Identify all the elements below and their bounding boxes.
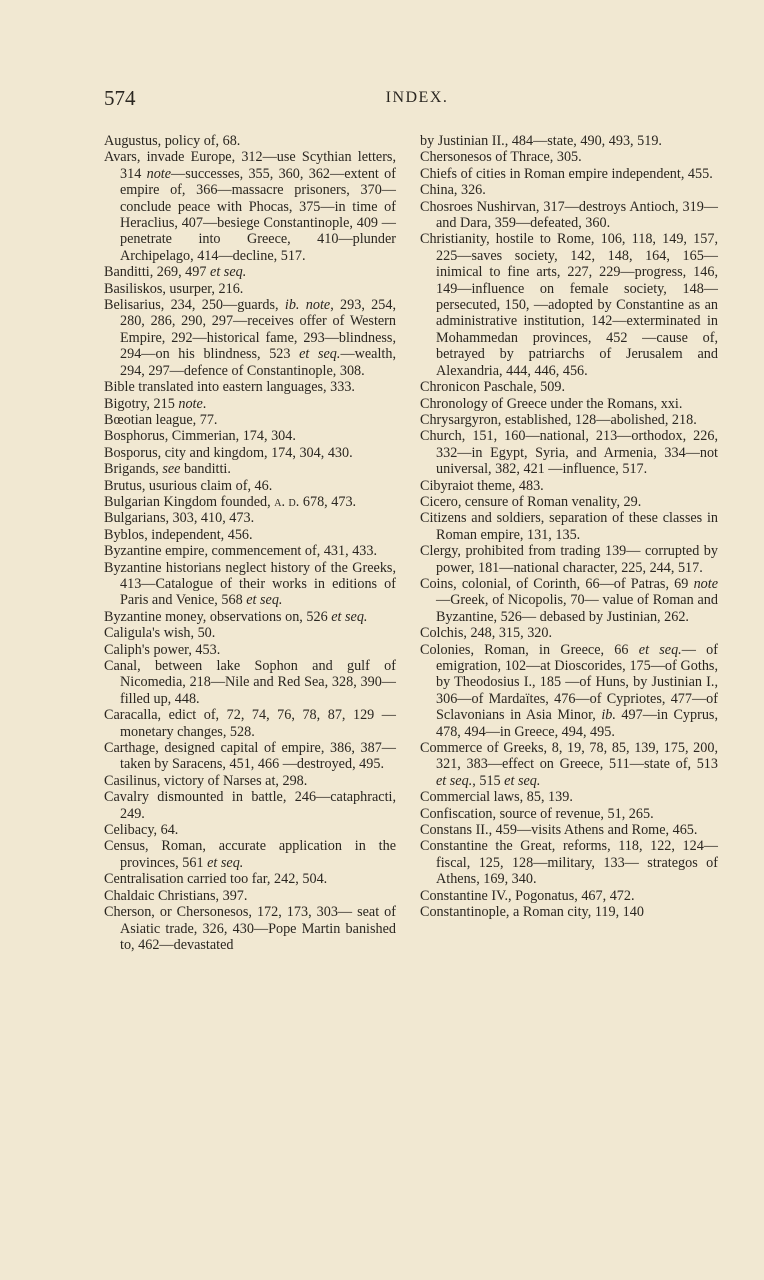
index-entry: Chaldaic Christians, 397. (104, 887, 248, 904)
index-entry: Constantinople, a Roman city, 119, 140 (420, 904, 644, 921)
index-entry: Byzantine money, observations on, 526 et seq. (104, 608, 368, 625)
index-entry: Byblos, independent, 456. (104, 526, 253, 543)
index-entry: Bigotry, 215 note. (104, 395, 207, 412)
index-entry: Constans II., 459—visits Athens and Rome, 465. (420, 822, 698, 839)
index-entry: Citizens and soldiers, separation of these classes in Roman empire, 131, 135. (420, 510, 718, 543)
index-entry: Colchis, 248, 315, 320. (420, 625, 553, 642)
index-entry: Celibacy, 64. (104, 822, 179, 839)
index-entry: Cavalry dismounted in battle, 246—cataphracti, 249. (104, 789, 396, 822)
index-entry: Constantine the Great, reforms, 118, 122, 124—fiscal, 125, 128—military, 133— strategos of Athens, 169, 340. (420, 838, 718, 888)
index-entry: Bosphorus, Cimmerian, 174, 304. (104, 428, 296, 445)
index-column-right (420, 133, 718, 921)
index-entry: Bulgarians, 303, 410, 473. (104, 510, 255, 527)
index-entry: Church, 151, 160—national, 213—orthodox, 226, 332—in Egypt, Syria, and Armenia, 334—not universal, 382, 421 —influence, 517. (420, 428, 718, 478)
index-entry: Colonies, Roman, in Greece, 66 et seq.— of emigration, 102—at Dioscorides, 175—of Goths, by Theodosius I., 185 —of Huns, by Justinian I., 306—of Mardaïtes, 476—of Cypriotes, 477—of Sclavonians in Asia Minor, ib. 497—in Cyprus, 478, 494—in Greece, 494, 495. (420, 641, 719, 740)
index-column-left (104, 133, 396, 953)
index-entry: Christianity, hostile to Rome, 106, 118, 149, 157, 225—saves society, 142, 148, 164, 165—inimical to fine arts, 227, 229—progress, 146, 149—influence on female society, 148—persecuted, 150, —adopted by Constantine as an administrative institution, 142—exterminated in Mohammedan provinces, 452 —cause of, betrayed by patriarchs of Jerusalem and Alexandria, 444, 446, 456. (420, 231, 718, 379)
index-entry: Avars, invade Europe, 312—use Scythian letters, 314 note—successes, 355, 360, 362—extent of empire of, 366—massacre prisoners, 370—conclude peace with Phocas, 375—in time of Heraclius, 407—besiege Constantinople, 409 —penetrate into Greece, 410—plunder Archipelago, 414—decline, 517. (104, 149, 396, 264)
index-entry: Clergy, prohibited from trading 139— corrupted by power, 181—national character, 225, 244, 517. (420, 543, 718, 576)
index-entry: Bœotian league, 77. (104, 411, 218, 428)
index-entry: Canal, between lake Sophon and gulf of Nicomedia, 218—Nile and Red Sea, 328, 390—filled up, 448. (104, 658, 396, 707)
page-number: 574 (104, 86, 136, 110)
index-entry: Brigands, see banditti. (104, 461, 231, 478)
index-entry: Commercial laws, 85, 139. (420, 789, 573, 806)
index-entry: Caligula's wish, 50. (104, 625, 216, 642)
index-entry: Chersonesos of Thrace, 305. (420, 149, 582, 166)
index-entry: Brutus, usurious claim of, 46. (104, 477, 273, 494)
index-entry: Confiscation, source of revenue, 51, 265. (420, 805, 654, 822)
index-entry: Centralisation carried too far, 242, 504. (104, 871, 328, 888)
index-entry: Cicero, censure of Roman venality, 29. (420, 493, 642, 510)
index-entry: Bible translated into eastern languages, 333. (104, 379, 355, 396)
page-title: INDEX. (385, 89, 449, 106)
index-entry: Basiliskos, usurper, 216. (104, 280, 244, 297)
index-entry: Chosroes Nushirvan, 317—destroys Antioch, 319—and Dara, 359—defeated, 360. (420, 198, 718, 232)
index-entry: Coins, colonial, of Corinth, 66—of Patras, 69 note—Greek, of Nicopolis, 70— value of Roman and Byzantine, 526— debased by Justinian, 262. (420, 575, 718, 625)
index-entry: Chiefs of cities in Roman empire independent, 455. (420, 165, 713, 182)
index-entry: Bosporus, city and kingdom, 174, 304, 430. (104, 444, 353, 461)
index-entry: Caliph's power, 453. (104, 641, 221, 658)
index-entry: China, 326. (420, 182, 486, 199)
index-entry: by Justinian II., 484—state, 490, 493, 519. (420, 133, 662, 149)
index-entry: Cibyraiot theme, 483. (420, 477, 544, 494)
index-entry: Carthage, designed capital of empire, 386, 387—taken by Saracens, 451, 466 —destroyed, 495. (104, 740, 396, 773)
index-entry: Census, Roman, accurate application in the provinces, 561 et seq. (104, 838, 396, 871)
index-entry: Chronology of Greece under the Romans, xxi. (420, 395, 683, 412)
index-entry: Cherson, or Chersonesos, 172, 173, 303— seat of Asiatic trade, 326, 430—Pope Martin banished to, 462—devastated (104, 904, 396, 953)
index-entry: Belisarius, 234, 250—guards, ib. note, 293, 254, 280, 286, 290, 297—receives offer of Western Empire, 292—historical fame, 293—blindness, 294—on his blindness, 523 et seq.—wealth, 294, 297—defence of Constantinople, 308. (104, 297, 397, 379)
index-entry: Byzantine historians neglect history of the Greeks, 413—Catalogue of their works in editions of Paris and Venice, 568 et seq. (104, 559, 396, 609)
index-entry: Augustus, policy of, 68. (104, 133, 241, 149)
index-entry: Banditti, 269, 497 et seq. (104, 264, 247, 281)
index-entry: Constantine IV., Pogonatus, 467, 472. (420, 887, 635, 904)
index-entry: Caracalla, edict of, 72, 74, 76, 78, 87, 129 —monetary changes, 528. (104, 707, 396, 740)
index-entry: Byzantine empire, commencement of, 431, 433. (104, 543, 378, 560)
index-entry: Commerce of Greeks, 8, 19, 78, 85, 139, 175, 200, 321, 383—effect on Greece, 511—state of, 513 et seq., 515 et seq. (420, 740, 718, 789)
index-entry: Chronicon Paschale, 509. (420, 379, 565, 396)
index-entry: Chrysargyron, established, 128—abolished, 218. (420, 411, 697, 428)
page-header (0, 86, 764, 116)
index-entry: Casilinus, victory of Narses at, 298. (104, 772, 308, 789)
index-entry: Bulgarian Kingdom founded, a. d. 678, 473. (104, 493, 357, 510)
